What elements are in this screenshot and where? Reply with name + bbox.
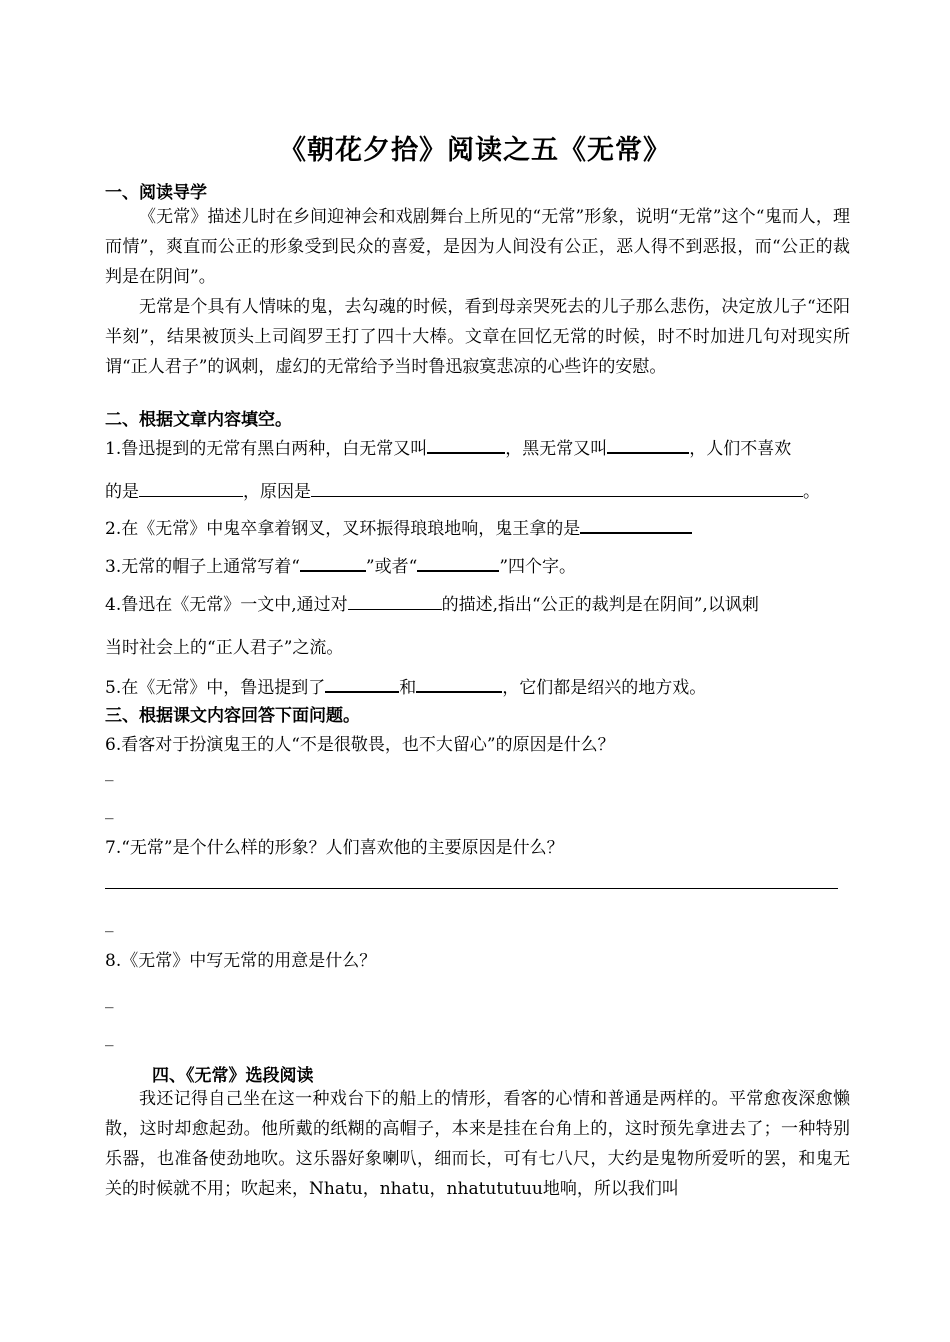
- section-heading-questions: 三、根据课文内容回答下面问题。: [105, 706, 360, 726]
- answer-blank-description-target[interactable]: [348, 593, 442, 610]
- question-3-text-b: ”或者“: [365, 557, 418, 577]
- answer-line-q6-1[interactable]: _: [105, 762, 114, 782]
- question-7-text: 7.“无常”是个什么样的形象？人们喜欢他的主要原因是什么？: [105, 838, 564, 858]
- page-title: 《朝花夕拾》阅读之五《无常》: [279, 135, 671, 166]
- question-1-text-d: 的是: [105, 482, 139, 502]
- answer-line-q6-2[interactable]: _: [105, 800, 114, 820]
- question-1-text-e: ，原因是: [243, 482, 311, 502]
- question-1-line-2: [105, 477, 820, 502]
- question-8-text: 8.《无常》中写无常的用意是什么？: [105, 951, 377, 971]
- answer-blank-opera-1[interactable]: [325, 675, 399, 693]
- answer-line-q7-1[interactable]: _: [105, 913, 114, 933]
- answer-line-q8-1[interactable]: _: [105, 989, 114, 1009]
- excerpt-paragraph: 我还记得自己坐在这一种戏台下的船上的情形，看客的心情和普通是两样的。平常愈夜深愈懒散，这时却愈起劲。他所戴的纸糊的高帽子，本来是挂在台角上的，这时预先拿进去了；一种特别乐器，也准备使劲地吹。这乐器好象喇叭，细而长，可有七八尺，大约是鬼物所爱听的罢，和鬼无关的时候就不用；吹起来，Nhatu，nhatu，nhatututuu地响，所以我们叫: [105, 1089, 850, 1199]
- section-heading-guide: 一、阅读导学: [105, 183, 207, 203]
- question-4-text-b: 的描述,指出“公正的裁判是在阴间”,以讽刺: [441, 595, 759, 615]
- answer-blank-hat-text-2[interactable]: [417, 554, 499, 572]
- answer-blank-white-wuchang[interactable]: [427, 436, 505, 454]
- answer-rule-q7[interactable]: [105, 888, 838, 889]
- question-1-line-1: [105, 434, 791, 459]
- question-3-line: [105, 552, 576, 577]
- answer-blank-reason[interactable]: [311, 480, 803, 497]
- section-heading-excerpt: 四、《无常》选段阅读: [152, 1066, 314, 1086]
- guide-paragraph-2: 无常是个具有人情味的鬼，去勾魂的时候，看到母亲哭死去的儿子那么悲伤，决定放儿子“还阳半刻”，结果被顶头上司阎罗王打了四十大棒。文章在回忆无常的时候，时不时加进几句对现实所谓“正人君子”的讽刺，虚幻的无常给予当时鲁迅寂寞悲凉的心些许的安慰。: [105, 297, 850, 377]
- answer-blank-opera-2[interactable]: [416, 675, 502, 693]
- question-4-line-2: 当时社会上的“正人君子”之流。: [105, 638, 344, 658]
- question-5-text-c: ，它们都是绍兴的地方戏。: [502, 678, 707, 698]
- question-1-text-b: ，黑无常又叫: [505, 439, 608, 459]
- section-heading-fill-blanks: 二、根据文章内容填空。: [105, 410, 292, 430]
- question-6-text: 6.看客对于扮演鬼王的人“不是很敬畏，也不大留心”的原因是什么？: [105, 735, 615, 755]
- answer-blank-ghost-king-item[interactable]: [580, 516, 692, 534]
- answer-blank-hat-text-1[interactable]: [300, 554, 366, 572]
- question-5-text-b: 和: [399, 678, 417, 698]
- answer-blank-disliked[interactable]: [139, 480, 243, 497]
- question-4-text-a: 4.鲁迅在《无常》一文中,通过对: [105, 595, 348, 615]
- answer-line-q8-2[interactable]: _: [105, 1027, 114, 1047]
- guide-paragraph-1: 《无常》描述儿时在乡间迎神会和戏剧舞台上所见的“无常”形象，说明“无常”这个“鬼而人，理而情”，爽直而公正的形象受到民众的喜爱，是因为人间没有公正，恶人得不到恶报，而“公正的裁判是在阴间”。: [105, 207, 850, 287]
- question-5-line: [105, 673, 706, 698]
- question-2-text: 2.在《无常》中鬼卒拿着钢叉，叉环振得琅琅地响，鬼王拿的是: [105, 519, 581, 539]
- question-4-line-1: [105, 590, 759, 615]
- question-1-text-c: ，人们不喜欢: [689, 439, 792, 459]
- answer-blank-black-wuchang[interactable]: [607, 436, 689, 454]
- question-3-text-c: ”四个字。: [499, 557, 577, 577]
- question-1-text-f: 。: [803, 482, 820, 502]
- question-1-text-a: 1.鲁迅提到的无常有黑白两种，白无常又叫: [105, 439, 428, 459]
- question-3-text-a: 3.无常的帽子上通常写着“: [105, 557, 300, 577]
- question-5-text-a: 5.在《无常》中，鲁迅提到了: [105, 678, 326, 698]
- question-2-line: [105, 514, 692, 539]
